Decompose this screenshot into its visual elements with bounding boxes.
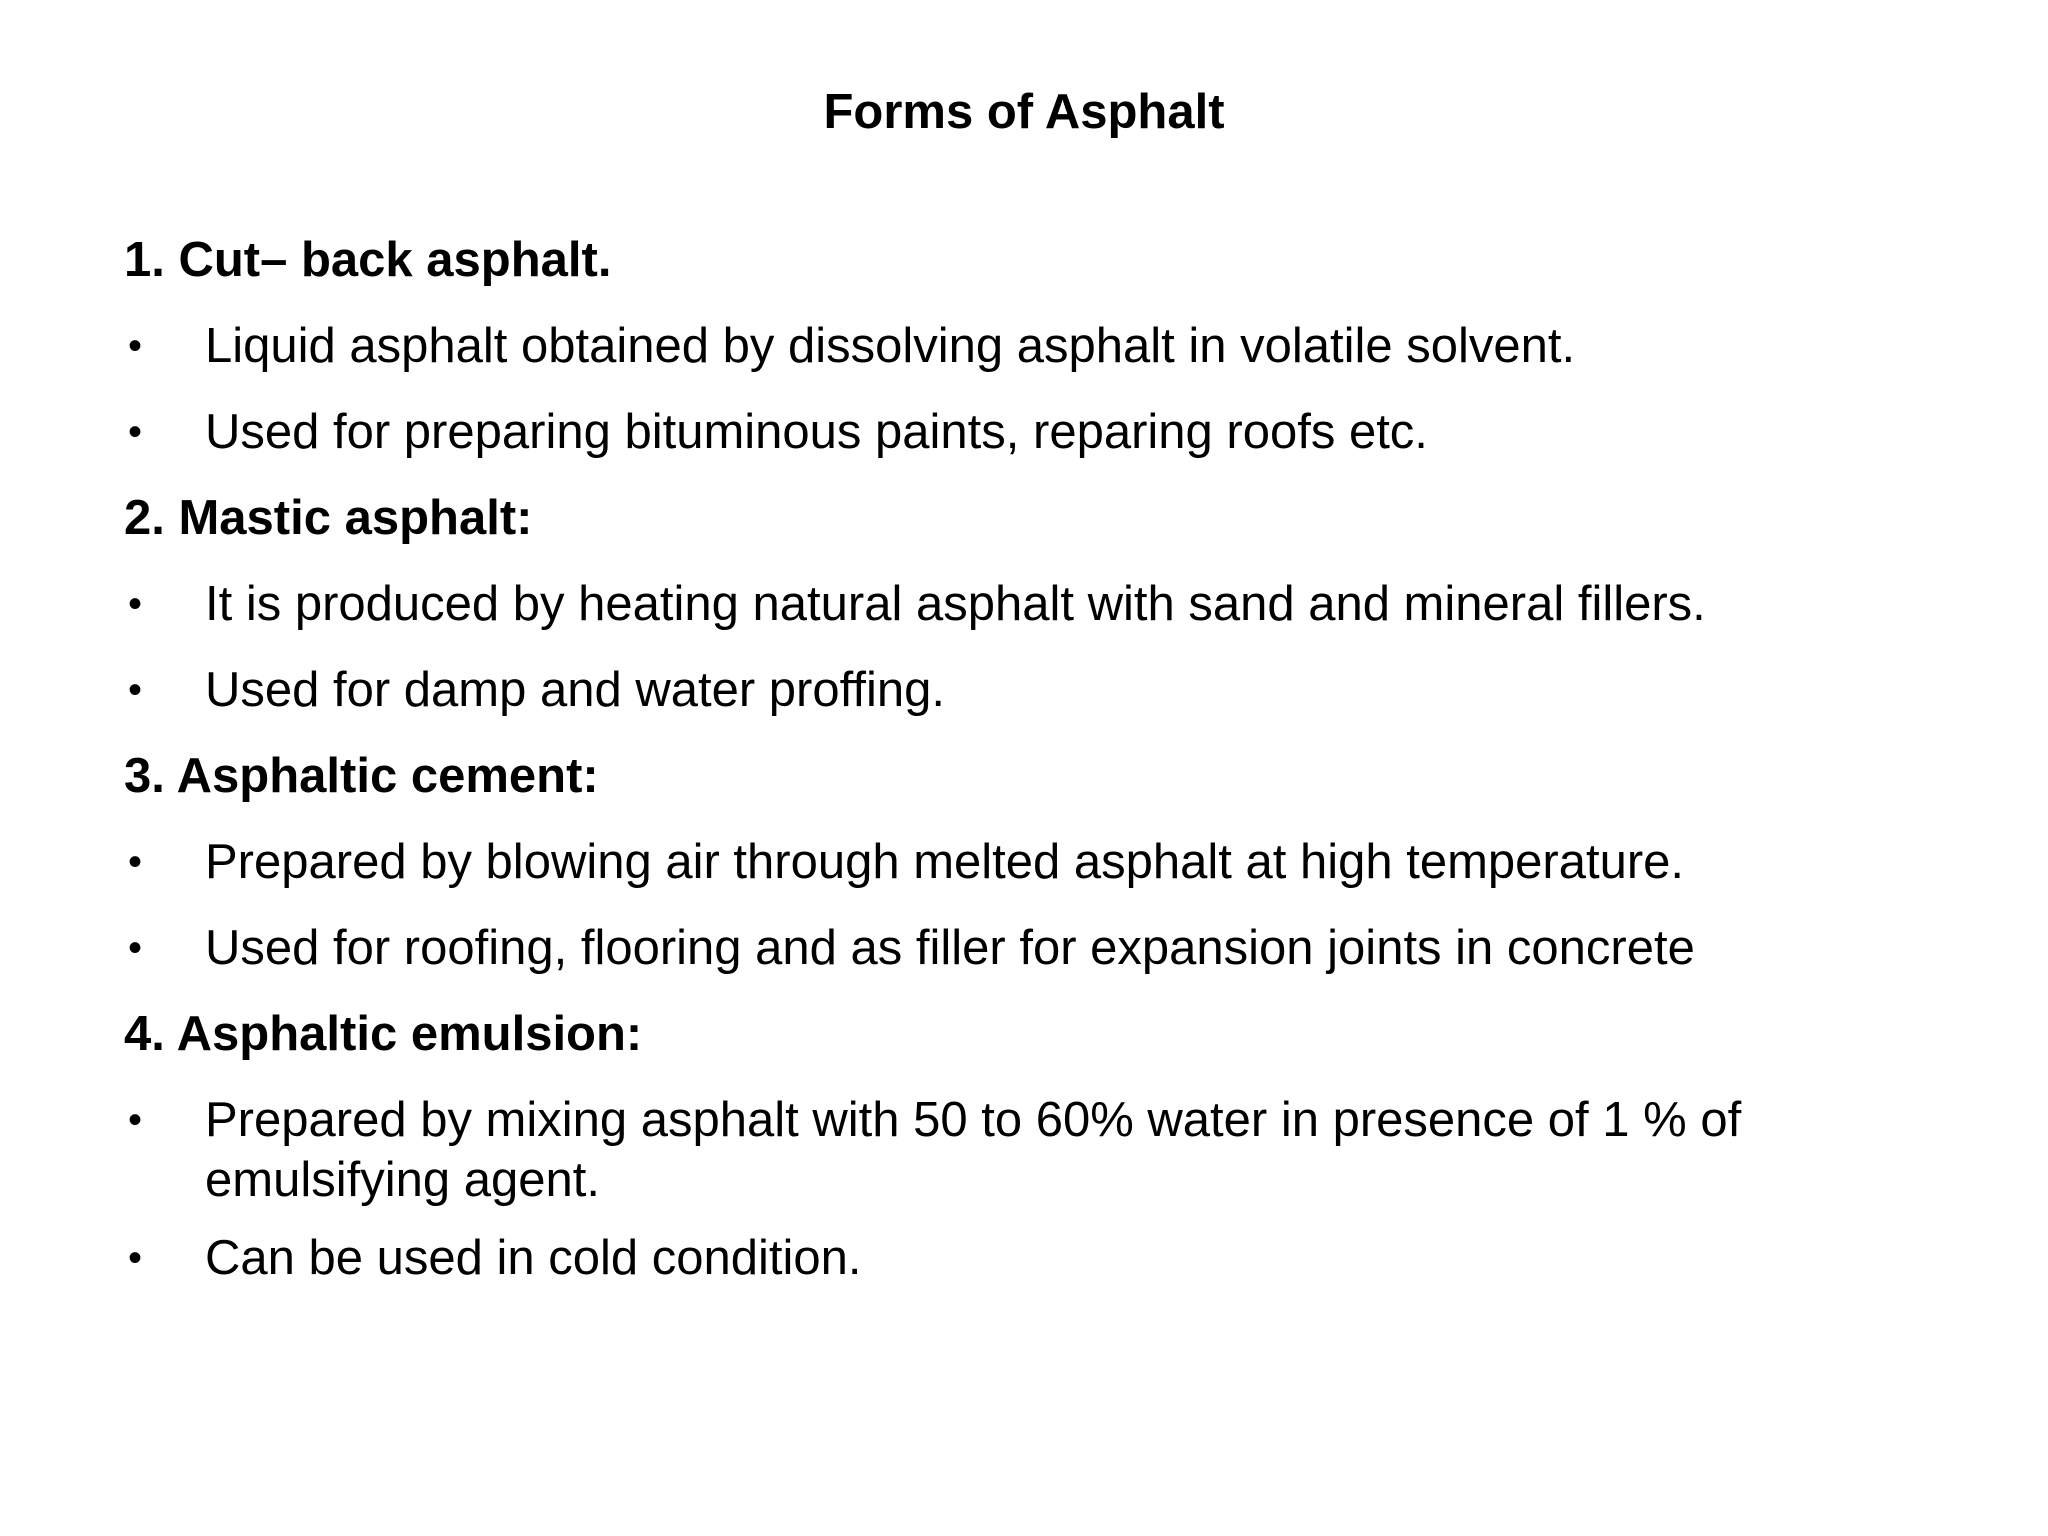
slide-title: Forms of Asphalt [823, 85, 1225, 139]
bullet-text: Used for damp and water proffing. [205, 663, 945, 717]
bullet-item [124, 402, 1964, 488]
section-heading-asphaltic-emulsion: 4. Asphaltic emulsion: [124, 1007, 643, 1061]
section-heading-mastic: 2. Mastic asphalt: [124, 491, 533, 545]
bullet-item [124, 832, 1964, 918]
bullet-icon: • [128, 1236, 143, 1280]
bullet-item [124, 316, 1964, 402]
bullet-text: It is produced by heating natural asphalt with sand and mineral fillers. [205, 577, 1706, 631]
bullet-item [124, 1228, 1964, 1314]
bullet-icon: • [128, 582, 143, 626]
slide-content [124, 230, 1964, 1314]
bullet-text: Can be used in cold condition. [205, 1231, 862, 1285]
bullet-text: Liquid asphalt obtained by dissolving asphalt in volatile solvent. [205, 319, 1576, 373]
bullet-icon: • [128, 324, 143, 368]
bullet-item [124, 660, 1964, 746]
bullet-icon: • [128, 840, 143, 884]
bullet-text: Used for preparing bituminous paints, reparing roofs etc. [205, 405, 1428, 459]
bullet-icon: • [128, 410, 143, 454]
bullet-icon: • [128, 668, 143, 712]
bullet-item [124, 1090, 2005, 1210]
section-heading-cutback: 1. Cut– back asphalt. [124, 233, 612, 287]
bullet-text: Prepared by mixing asphalt with 50 to 60% water in presence of 1 % of emulsifying agent. [205, 1093, 1742, 1207]
bullet-text: Used for roofing, flooring and as filler for expansion joints in concrete [205, 921, 1695, 975]
bullet-item [124, 574, 1964, 660]
section-heading-asphaltic-cement: 3. Asphaltic cement: [124, 749, 599, 803]
bullet-icon: • [128, 926, 143, 970]
bullet-item [124, 918, 1964, 1004]
bullet-text: Prepared by blowing air through melted asphalt at high temperature. [205, 835, 1685, 889]
bullet-icon: • [128, 1098, 143, 1142]
